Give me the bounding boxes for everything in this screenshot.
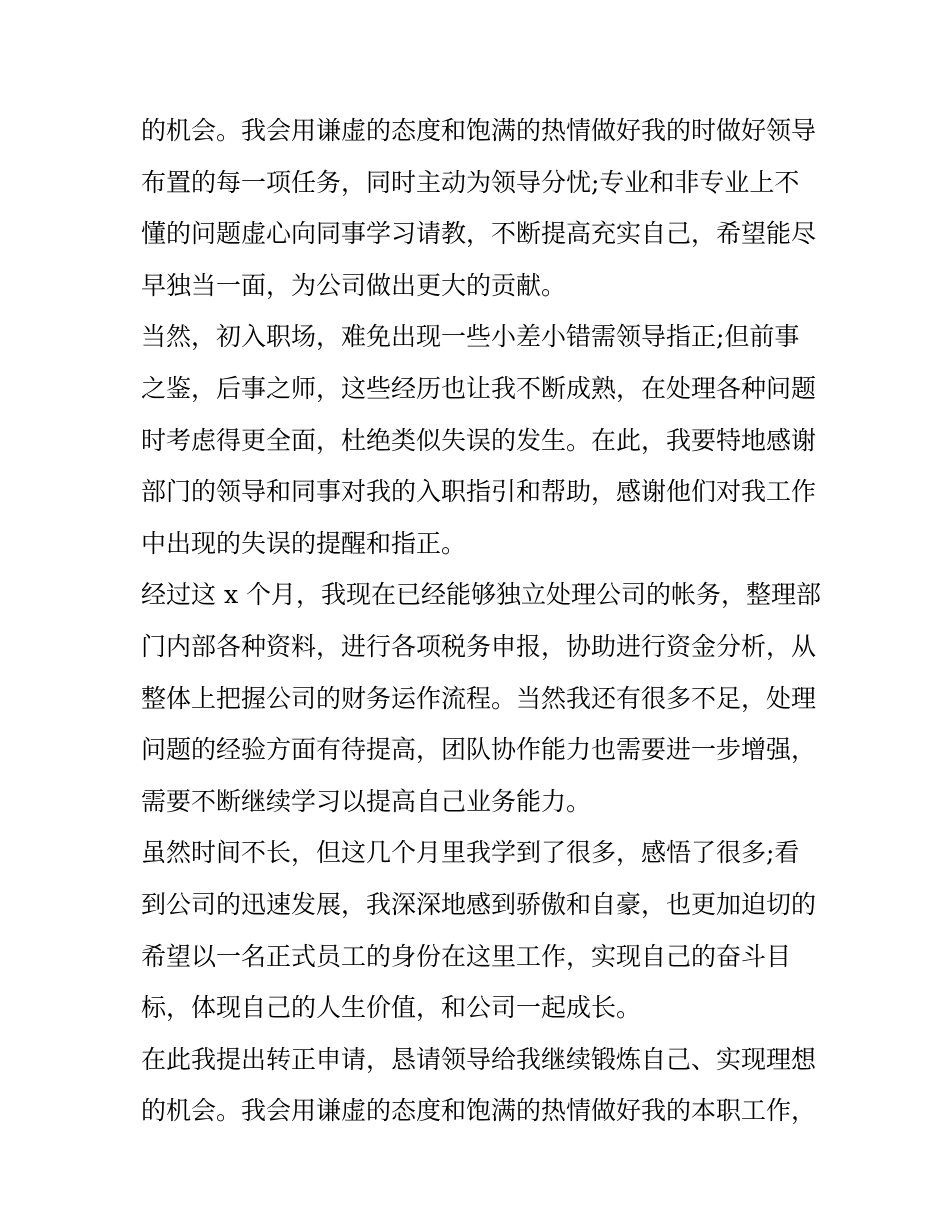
text-line: 希望以一名正式员工的身份在这里工作，实现自己的奋斗目 bbox=[141, 941, 792, 971]
text-line: 布置的每一项任务，同时主动为领导分忧;专业和非专业上不 bbox=[141, 167, 800, 197]
text-line: 部门的领导和同事对我的入职指引和帮助，感谢他们对我工作 bbox=[141, 477, 817, 507]
text-line: 的机会。我会用谦虚的态度和饱满的热情做好我的时做好领导 bbox=[141, 116, 817, 145]
text-line: 经过这 x 个月，我现在已经能够独立处理公司的帐务，整理部 bbox=[141, 580, 821, 610]
text-line: 当然，初入职场，难免出现一些小差小错需领导指正;但前事 bbox=[141, 322, 800, 352]
paragraph-3 bbox=[141, 569, 831, 827]
document-body bbox=[141, 105, 831, 1137]
text-line: 需要不断继续学习以提高自己业务能力。 bbox=[141, 786, 592, 816]
text-line: 之鉴，后事之师，这些经历也让我不断成熟，在处理各种问题 bbox=[141, 373, 817, 403]
paragraph-1 bbox=[141, 105, 831, 311]
text-line: 标，体现自己的人生价值，和公司一起成长。 bbox=[141, 993, 642, 1023]
text-line: 门内部各种资料，进行各项税务申报，协助进行资金分析，从 bbox=[141, 631, 817, 661]
text-line: 懂的问题虚心向同事学习请教，不断提高充实自己，希望能尽 bbox=[141, 219, 817, 249]
text-line: 问题的经验方面有待提高，团队协作能力也需要进一步增强， bbox=[141, 735, 817, 765]
text-line: 在此我提出转正申请，恳请领导给我继续锻炼自己、实现理想 bbox=[141, 1044, 817, 1074]
text-line: 中出现的失误的提醒和指正。 bbox=[141, 528, 467, 558]
text-line: 早独当一面，为公司做出更大的贡献。 bbox=[141, 270, 567, 300]
text-line: 时考虑得更全面，杜绝类似失误的发生。在此，我要特地感谢 bbox=[141, 425, 817, 455]
text-line: 到公司的迅速发展，我深深地感到骄傲和自豪，也更加迫切的 bbox=[141, 889, 817, 919]
paragraph-2 bbox=[141, 311, 831, 569]
text-line: 的机会。我会用谦虚的态度和饱满的热情做好我的本职工作， bbox=[141, 1096, 817, 1126]
paragraph-5 bbox=[141, 1034, 831, 1137]
text-line: 虽然时间不长，但这几个月里我学到了很多，感悟了很多;看 bbox=[141, 838, 800, 868]
paragraph-4 bbox=[141, 827, 831, 1033]
text-line: 整体上把握公司的财务运作流程。当然我还有很多不足，处理 bbox=[141, 683, 817, 713]
